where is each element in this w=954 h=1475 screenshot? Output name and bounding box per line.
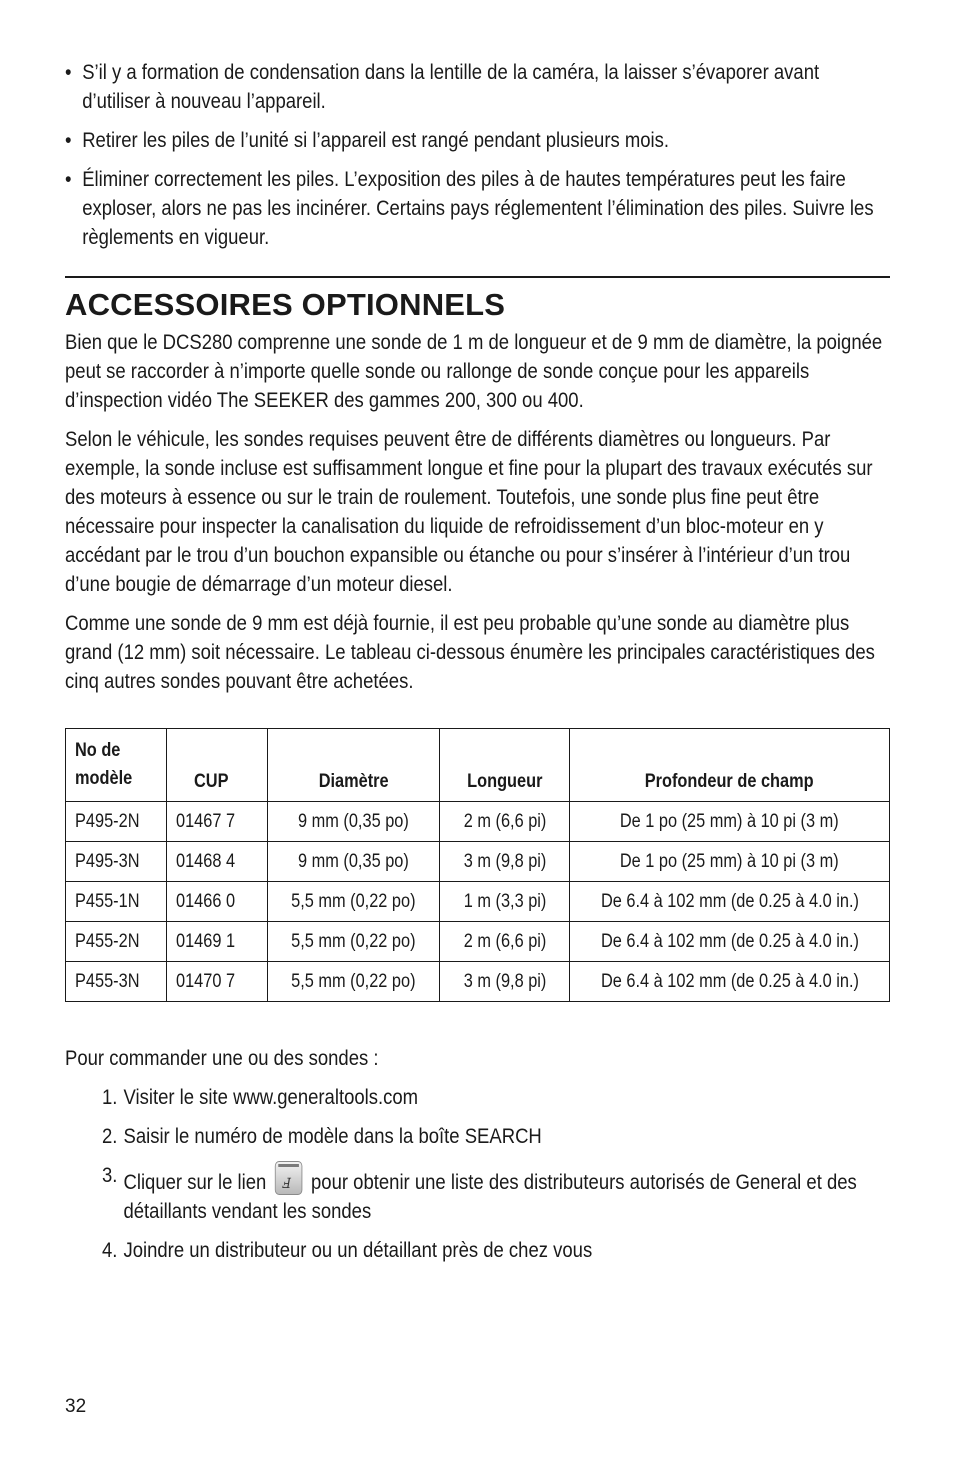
order-steps bbox=[65, 1083, 888, 1265]
page-number: 32 bbox=[65, 1396, 87, 1417]
cell-diameter bbox=[267, 882, 440, 922]
order-step bbox=[102, 1236, 888, 1265]
step-text: Visiter le site www.generaltools.com bbox=[123, 1085, 419, 1109]
cell-model bbox=[66, 922, 167, 962]
cell-model-text: P455-2N bbox=[75, 930, 140, 952]
table-header-row bbox=[66, 729, 890, 802]
cell-cup-text: 01466 0 bbox=[175, 890, 235, 912]
cell-cup bbox=[166, 842, 267, 882]
cell-diameter bbox=[267, 842, 440, 882]
cell-model-text: P455-3N bbox=[75, 970, 140, 992]
cell-model-text: P455-1N bbox=[75, 890, 140, 912]
bullet-item bbox=[65, 126, 888, 155]
cell-depth-text: De 6.4 à 102 mm (de 0.25 à 4.0 in.) bbox=[600, 890, 859, 912]
cell-length-text: 3 m (9,8 pi) bbox=[463, 850, 546, 872]
bullet-dot: • bbox=[65, 128, 72, 152]
cell-model bbox=[66, 842, 167, 882]
cell-model-text: P495-3N bbox=[75, 850, 140, 872]
cell-length bbox=[440, 922, 570, 962]
cell-length-text: 3 m (9,8 pi) bbox=[463, 970, 546, 992]
cell-depth-text: De 6.4 à 102 mm (de 0.25 à 4.0 in.) bbox=[600, 930, 859, 952]
bullet-item bbox=[65, 58, 888, 116]
cell-length-text: 2 m (6,6 pi) bbox=[463, 930, 546, 952]
step-text-after: pour obtenir une liste des distributeurs autorisés de General et des détaillants vendant les sondes bbox=[123, 1170, 857, 1223]
order-step bbox=[102, 1122, 888, 1151]
table-row bbox=[66, 842, 890, 882]
cell-length bbox=[440, 802, 570, 842]
header-model-line2: modèle bbox=[75, 768, 133, 789]
table-row bbox=[66, 802, 890, 842]
cell-depth bbox=[570, 802, 890, 842]
paragraph: Comme une sonde de 9 mm est déjà fournie, il est peu probable qu’une sonde au diamètre plus grand (12 mm) soit nécessaire. Le tableau ci-dessous énumère les principales caractéristiques des cinq autres sondes pouvant être achetées. bbox=[65, 611, 875, 693]
cell-cup-text: 01467 7 bbox=[175, 810, 235, 832]
paragraph: Selon le véhicule, les sondes requises peuvent être de différents diamètres ou longueurs. Par exemple, la sonde incluse est suffisamment longue et fine pour la plupart des travaux exécutés sur des moteurs à essence ou sur le train de roulement. Toutefois, une sonde plus fine peut être nécessaire pour inspecter la canalisation du liquide de refroidissement d’un bloc-moteur en y accédant par le trou d’un bouchon expansible ou étanche ou pour s’insérer à l’intérieur d’un trou d’une bougie de démarrage d’un moteur diesel. bbox=[65, 427, 873, 596]
cell-depth bbox=[570, 962, 890, 1002]
step-number: 4. bbox=[101, 1238, 118, 1262]
header-cup-label: CUP bbox=[193, 771, 229, 792]
order-step bbox=[102, 1161, 888, 1226]
section-title: ACCESSOIRES OPTIONNELS bbox=[65, 287, 506, 322]
step-number: 1. bbox=[101, 1085, 118, 1109]
header-length bbox=[440, 729, 570, 802]
header-length-label: Longueur bbox=[466, 771, 543, 792]
cell-diameter-text: 5,5 mm (0,22 po) bbox=[291, 890, 416, 912]
step-text-before: Cliquer sur le lien bbox=[123, 1170, 267, 1194]
header-depth-label: Profondeur de champ bbox=[645, 771, 814, 792]
bullet-dot: • bbox=[65, 167, 72, 191]
order-section bbox=[65, 1044, 888, 1265]
cell-diameter-text: 5,5 mm (0,22 po) bbox=[291, 970, 416, 992]
cell-depth bbox=[570, 882, 890, 922]
cell-depth-text: De 1 po (25 mm) à 10 pi (3 m) bbox=[620, 850, 839, 872]
cell-length bbox=[440, 842, 570, 882]
cell-cup bbox=[166, 882, 267, 922]
cell-diameter bbox=[267, 962, 440, 1002]
section-body bbox=[65, 328, 888, 696]
cell-cup bbox=[166, 802, 267, 842]
cell-model bbox=[66, 802, 167, 842]
cell-model-text: P495-2N bbox=[75, 810, 140, 832]
order-intro: Pour commander une ou des sondes : bbox=[65, 1046, 379, 1070]
step-text: Saisir le numéro de modèle dans la boîte SEARCH bbox=[123, 1124, 542, 1148]
cell-cup-text: 01468 4 bbox=[175, 850, 235, 872]
header-diameter-label: Diamètre bbox=[318, 771, 389, 792]
header-model bbox=[66, 729, 167, 802]
cell-depth bbox=[570, 922, 890, 962]
cell-cup bbox=[166, 922, 267, 962]
where-to-buy-icon[interactable]: Ⅎ bbox=[275, 1161, 303, 1195]
order-step bbox=[102, 1083, 888, 1112]
bullet-text: Retirer les piles de l’unité si l’appareil est rangé pendant plusieurs mois. bbox=[82, 128, 670, 152]
cell-diameter-text: 9 mm (0,35 po) bbox=[298, 810, 409, 832]
table-row bbox=[66, 922, 890, 962]
cell-length-text: 2 m (6,6 pi) bbox=[463, 810, 546, 832]
cell-model bbox=[66, 962, 167, 1002]
step-text: Joindre un distributeur ou un détaillant près de chez vous bbox=[123, 1238, 593, 1262]
cell-cup bbox=[166, 962, 267, 1002]
bullet-text: Éliminer correctement les piles. L’exposition des piles à de hautes températures peut les faire exploser, alors ne pas les incinérer. Certains pays réglementent l’élimination des piles. Suivre les règlements en vigueur. bbox=[82, 167, 874, 249]
cell-length bbox=[440, 882, 570, 922]
cell-length bbox=[440, 962, 570, 1002]
cell-cup-text: 01469 1 bbox=[175, 930, 235, 952]
cell-diameter bbox=[267, 922, 440, 962]
cell-cup-text: 01470 7 bbox=[175, 970, 235, 992]
cell-model bbox=[66, 882, 167, 922]
cell-diameter-text: 5,5 mm (0,22 po) bbox=[291, 930, 416, 952]
bullet-list bbox=[65, 58, 888, 252]
bullet-dot: • bbox=[65, 60, 72, 84]
table-row bbox=[66, 882, 890, 922]
cell-depth bbox=[570, 842, 890, 882]
header-depth bbox=[570, 729, 890, 802]
page-content bbox=[65, 58, 890, 1275]
cell-depth-text: De 1 po (25 mm) à 10 pi (3 m) bbox=[620, 810, 839, 832]
cell-length-text: 1 m (3,3 pi) bbox=[463, 890, 546, 912]
table-row bbox=[66, 962, 890, 1002]
step-number: 3. bbox=[101, 1163, 118, 1187]
header-cup bbox=[166, 729, 267, 802]
paragraph: Bien que le DCS280 comprenne une sonde de 1 m de longueur et de 9 mm de diamètre, la poignée peut se raccorder à n’importe quelle sonde ou rallonge de sonde conçue pour les appareils d’inspection vidéo The SEEKER des gammes 200, 300 ou 400. bbox=[65, 330, 883, 412]
cell-depth-text: De 6.4 à 102 mm (de 0.25 à 4.0 in.) bbox=[600, 970, 859, 992]
probe-table bbox=[65, 728, 890, 1002]
header-diameter bbox=[267, 729, 440, 802]
header-model-line1: No de bbox=[75, 740, 121, 761]
cell-diameter bbox=[267, 802, 440, 842]
cell-diameter-text: 9 mm (0,35 po) bbox=[298, 850, 409, 872]
bullet-text: S’il y a formation de condensation dans la lentille de la caméra, la laisser s’évaporer avant d’utiliser à nouveau l’appareil. bbox=[82, 60, 820, 113]
bullet-item bbox=[65, 165, 888, 252]
step-number: 2. bbox=[101, 1124, 118, 1148]
section-divider bbox=[65, 276, 890, 278]
